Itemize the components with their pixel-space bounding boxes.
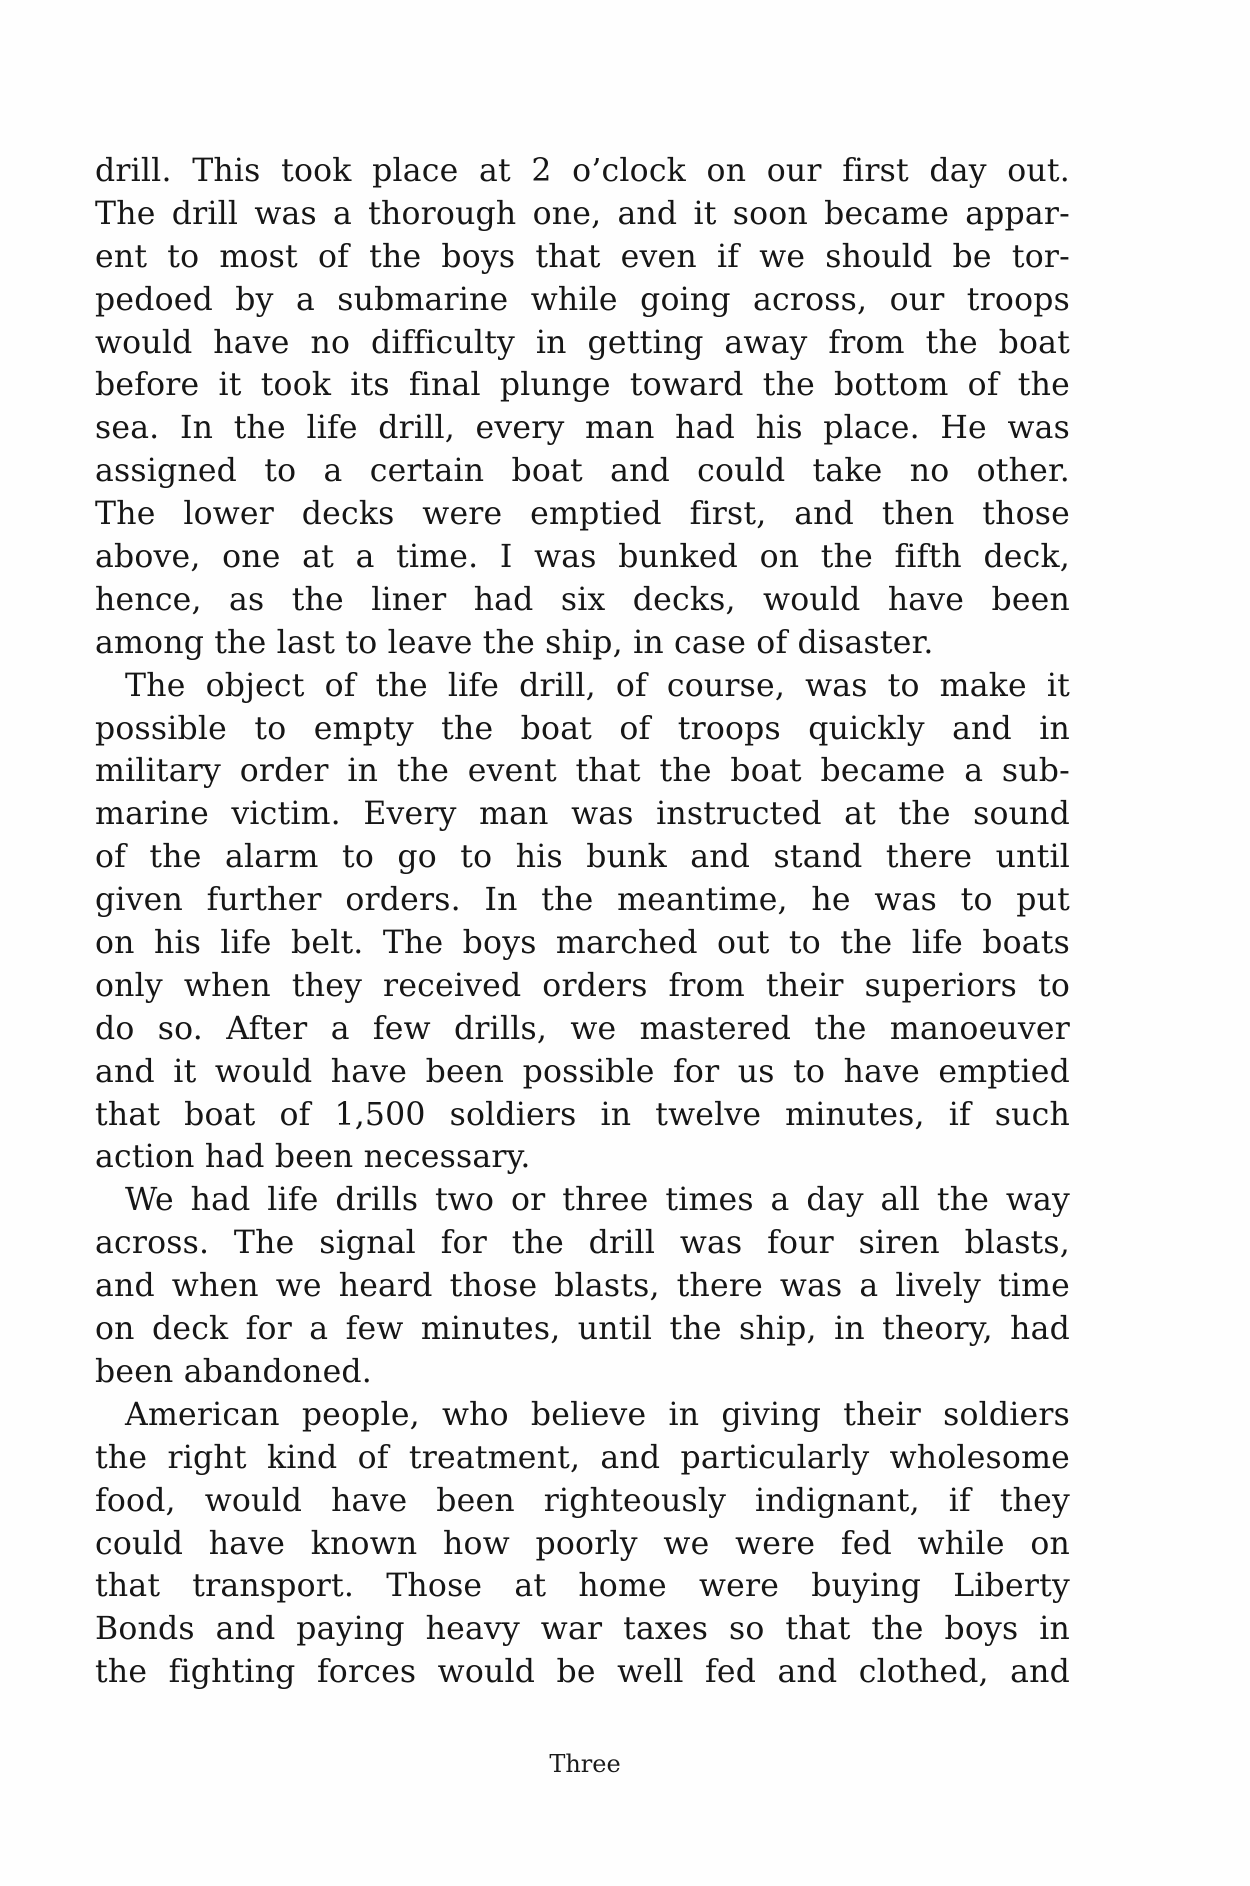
- text-line: that transport. Those at home were buying Liberty: [95, 1568, 1070, 1605]
- text-line: would have no difficulty in getting away from the boat: [95, 324, 1070, 361]
- body-text: [95, 150, 1070, 1694]
- text-line: across. The signal for the drill was four siren blasts,: [95, 1225, 1070, 1262]
- text-line: sea. In the life drill, every man had his place. He was: [95, 410, 1070, 447]
- text-line: The lower decks were emptied first, and then those: [95, 496, 1070, 533]
- text-line: do so. After a few drills, we mastered the manoeuver: [95, 1010, 1070, 1047]
- text-line: given further orders. In the meantime, he was to put: [95, 882, 1070, 919]
- text-line: among the last to leave the ship, in case of disaster.: [95, 624, 934, 661]
- page-number: Three: [549, 1750, 621, 1778]
- paragraph-start-line: The object of the life drill, of course, was to make it: [125, 667, 1070, 704]
- text-line: drill. This took place at 2 o’clock on our first day out.: [95, 153, 1070, 189]
- text-line: on deck for a few minutes, until the ship, in theory, had: [95, 1311, 1070, 1348]
- text-line: military order in the event that the boat became a sub-: [95, 753, 1070, 790]
- text-line: before it took its final plunge toward the bottom of the: [95, 367, 1070, 404]
- text-line: The drill was a thorough one, and it soon became appar-: [95, 195, 1070, 232]
- text-line: Bonds and paying heavy war taxes so that the boys in: [95, 1611, 1070, 1648]
- text-line: and it would have been possible for us to have emptied: [95, 1053, 1070, 1090]
- text-line: of the alarm to go to his bunk and stand there until: [95, 839, 1070, 876]
- text-line: and when we heard those blasts, there was a lively time: [95, 1268, 1070, 1305]
- text-line: that boat of 1,500 soldiers in twelve minutes, if such: [95, 1096, 1070, 1133]
- text-line: above, one at a time. I was bunked on the fifth deck,: [95, 539, 1070, 576]
- text-line: the fighting forces would be well fed and clothed, and: [95, 1654, 1070, 1691]
- text-line: possible to empty the boat of troops quickly and in: [95, 710, 1070, 747]
- text-line: the right kind of treatment, and particularly wholesome: [95, 1439, 1070, 1476]
- text-line: assigned to a certain boat and could take no other.: [95, 453, 1070, 490]
- text-line: only when they received orders from their superiors to: [95, 967, 1070, 1004]
- text-line: pedoed by a submarine while going across, our troops: [95, 281, 1070, 318]
- paragraph-start-line: We had life drills two or three times a day all the way: [125, 1182, 1070, 1219]
- text-line: on his life belt. The boys marched out to the life boats: [95, 925, 1070, 962]
- text-line: marine victim. Every man was instructed at the sound: [95, 796, 1070, 833]
- text-line: food, would have been righteously indignant, if they: [95, 1482, 1070, 1519]
- text-line: hence, as the liner had six decks, would have been: [95, 581, 1070, 618]
- paragraph-start-line: American people, who believe in giving their soldiers: [125, 1396, 1070, 1433]
- text-line: been abandoned.: [95, 1353, 372, 1390]
- text-line: ent to most of the boys that even if we should be tor-: [95, 238, 1070, 275]
- text-line: action had been necessary.: [95, 1139, 531, 1176]
- text-line: could have known how poorly we were fed while on: [95, 1525, 1070, 1562]
